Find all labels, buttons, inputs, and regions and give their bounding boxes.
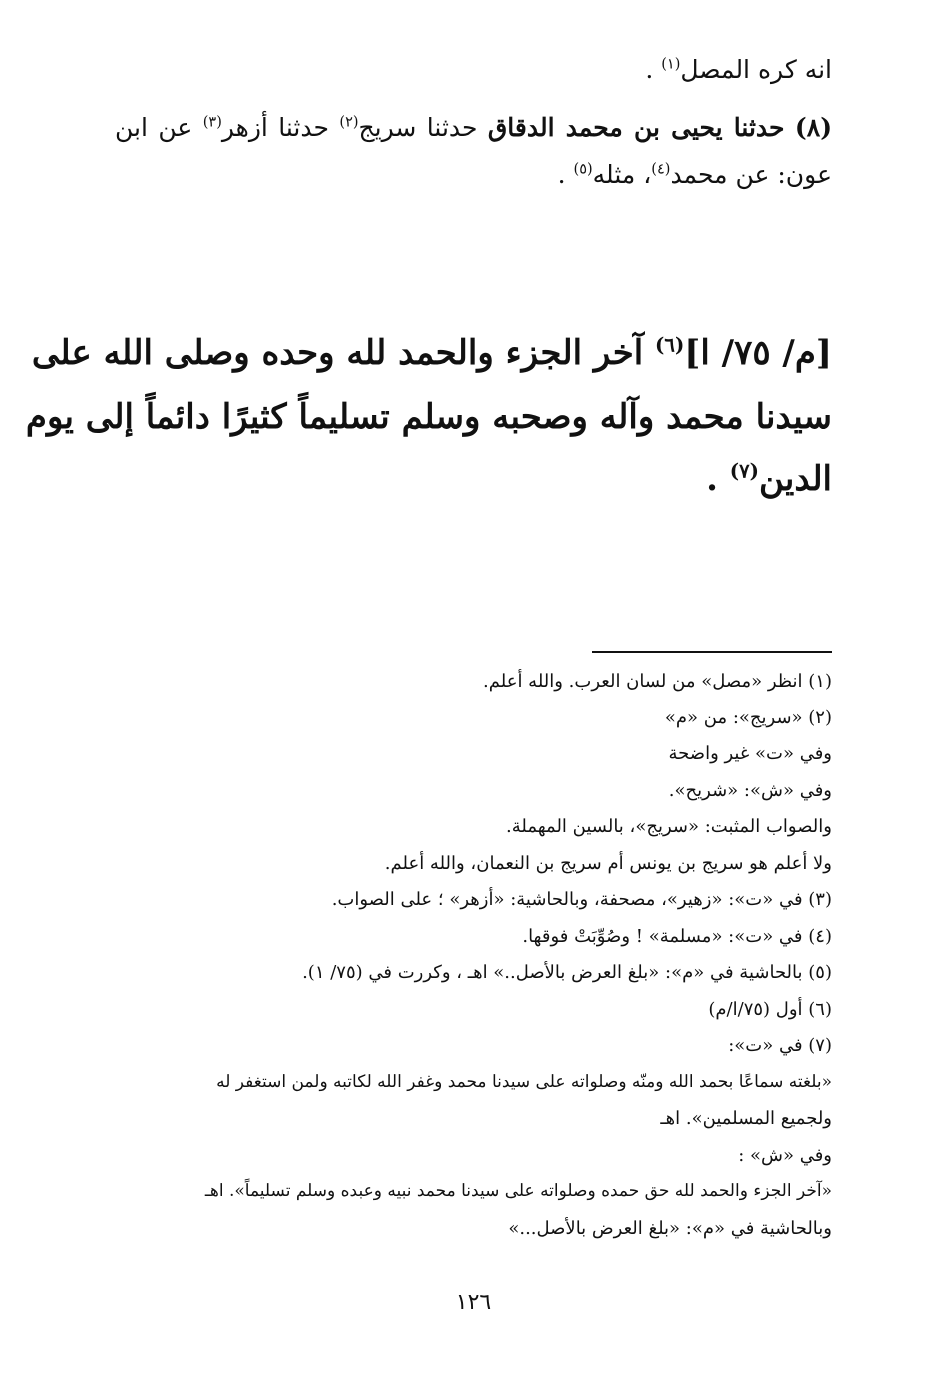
footnote-line: (٤) في «ت»: «مسلمة» ! وصُوِّبَتْ فوقها.	[522, 926, 832, 947]
footnote-line: وفي «ش» :	[738, 1145, 832, 1166]
text-run: .	[706, 459, 718, 499]
text-run: ، مثله	[592, 160, 652, 189]
text-run: حدثنا سريج	[358, 113, 478, 142]
footnote-ref: (٢)	[339, 114, 359, 131]
footnote-ref: (٧)	[729, 458, 759, 483]
text-run: آخر الجزء والحمد لله وحده وصلى الله على	[31, 333, 644, 373]
text-run: حدثنا أزهر	[221, 113, 329, 142]
footnote-ref: (٤)	[651, 161, 671, 178]
footnote-ref: (٣)	[202, 114, 222, 131]
manuscript-ref: [م/ ٧٥/ ا]	[684, 333, 832, 373]
footnote-line: ولا أعلم هو سريج بن يونس أم سريج بن النعمان، والله أعلم.	[384, 853, 832, 874]
footnote-line: «آخر الجزء والحمد لله حق حمده وصلواته على سيدنا محمد نبيه وعبده وسلم تسليماً». اهـ	[204, 1181, 832, 1201]
text-run: الدين	[759, 459, 832, 499]
footnote-line: (٥) بالحاشية في «م»: «بلغ العرض بالأصل..» اهـ ، وكررت في (٧٥/ ١).	[302, 962, 832, 983]
footnotes	[115, 0, 832, 1260]
footnote-line: (٦) أول (٧٥/ا/م)	[708, 999, 832, 1020]
footnote-line: ولجميع المسلمين». اهـ	[660, 1108, 832, 1129]
footnote-line: وبالحاشية في «م»: «بلغ العرض بالأصل...»	[508, 1218, 832, 1239]
hadith-number: (٨)	[794, 113, 833, 142]
footnote-line: «بلغته سماعًا بحمد الله ومنّه وصلواته على سيدنا محمد وغفر الله لكاتبه ولمن استغفر له	[216, 1072, 832, 1092]
footnote-line: وفي «ش»: «شريح».	[668, 780, 832, 801]
page-number: ١٢٦	[455, 1290, 492, 1315]
narrator-name: حدثنا يحيى بن محمد الدقاق	[487, 113, 785, 142]
footnote-line: (١) انظر «مصل» من لسان العرب. والله أعلم.	[483, 671, 832, 692]
text-run: انه كره المصل	[680, 55, 832, 84]
footnote-ref: (٥)	[573, 161, 593, 178]
footnote-line: والصواب المثبت: «سريج»، بالسين المهملة.	[506, 816, 832, 837]
text-run: عن ابن	[115, 113, 193, 142]
footnote-line: (٧) في «ت»:	[728, 1035, 832, 1056]
footnote-line: وفي «ت» غير واضحة	[668, 743, 832, 764]
text-run: سيدنا محمد وآله وصحبه وسلم تسليماً كثيرًا دائماً إلى يوم	[25, 397, 832, 437]
text-run: عون: عن محمد	[670, 160, 832, 189]
footnote-line: (٣) في «ت»: «زهير»، مصحفة، وبالحاشية: «أزهر» ؛ على الصواب.	[331, 889, 832, 910]
footnote-ref: (١)	[661, 56, 681, 73]
footnote-line: (٢) «سريج»: من «م»	[664, 707, 832, 728]
footnote-ref: (٦)	[655, 332, 685, 357]
text-run: .	[645, 55, 654, 84]
text-run: .	[557, 160, 566, 189]
